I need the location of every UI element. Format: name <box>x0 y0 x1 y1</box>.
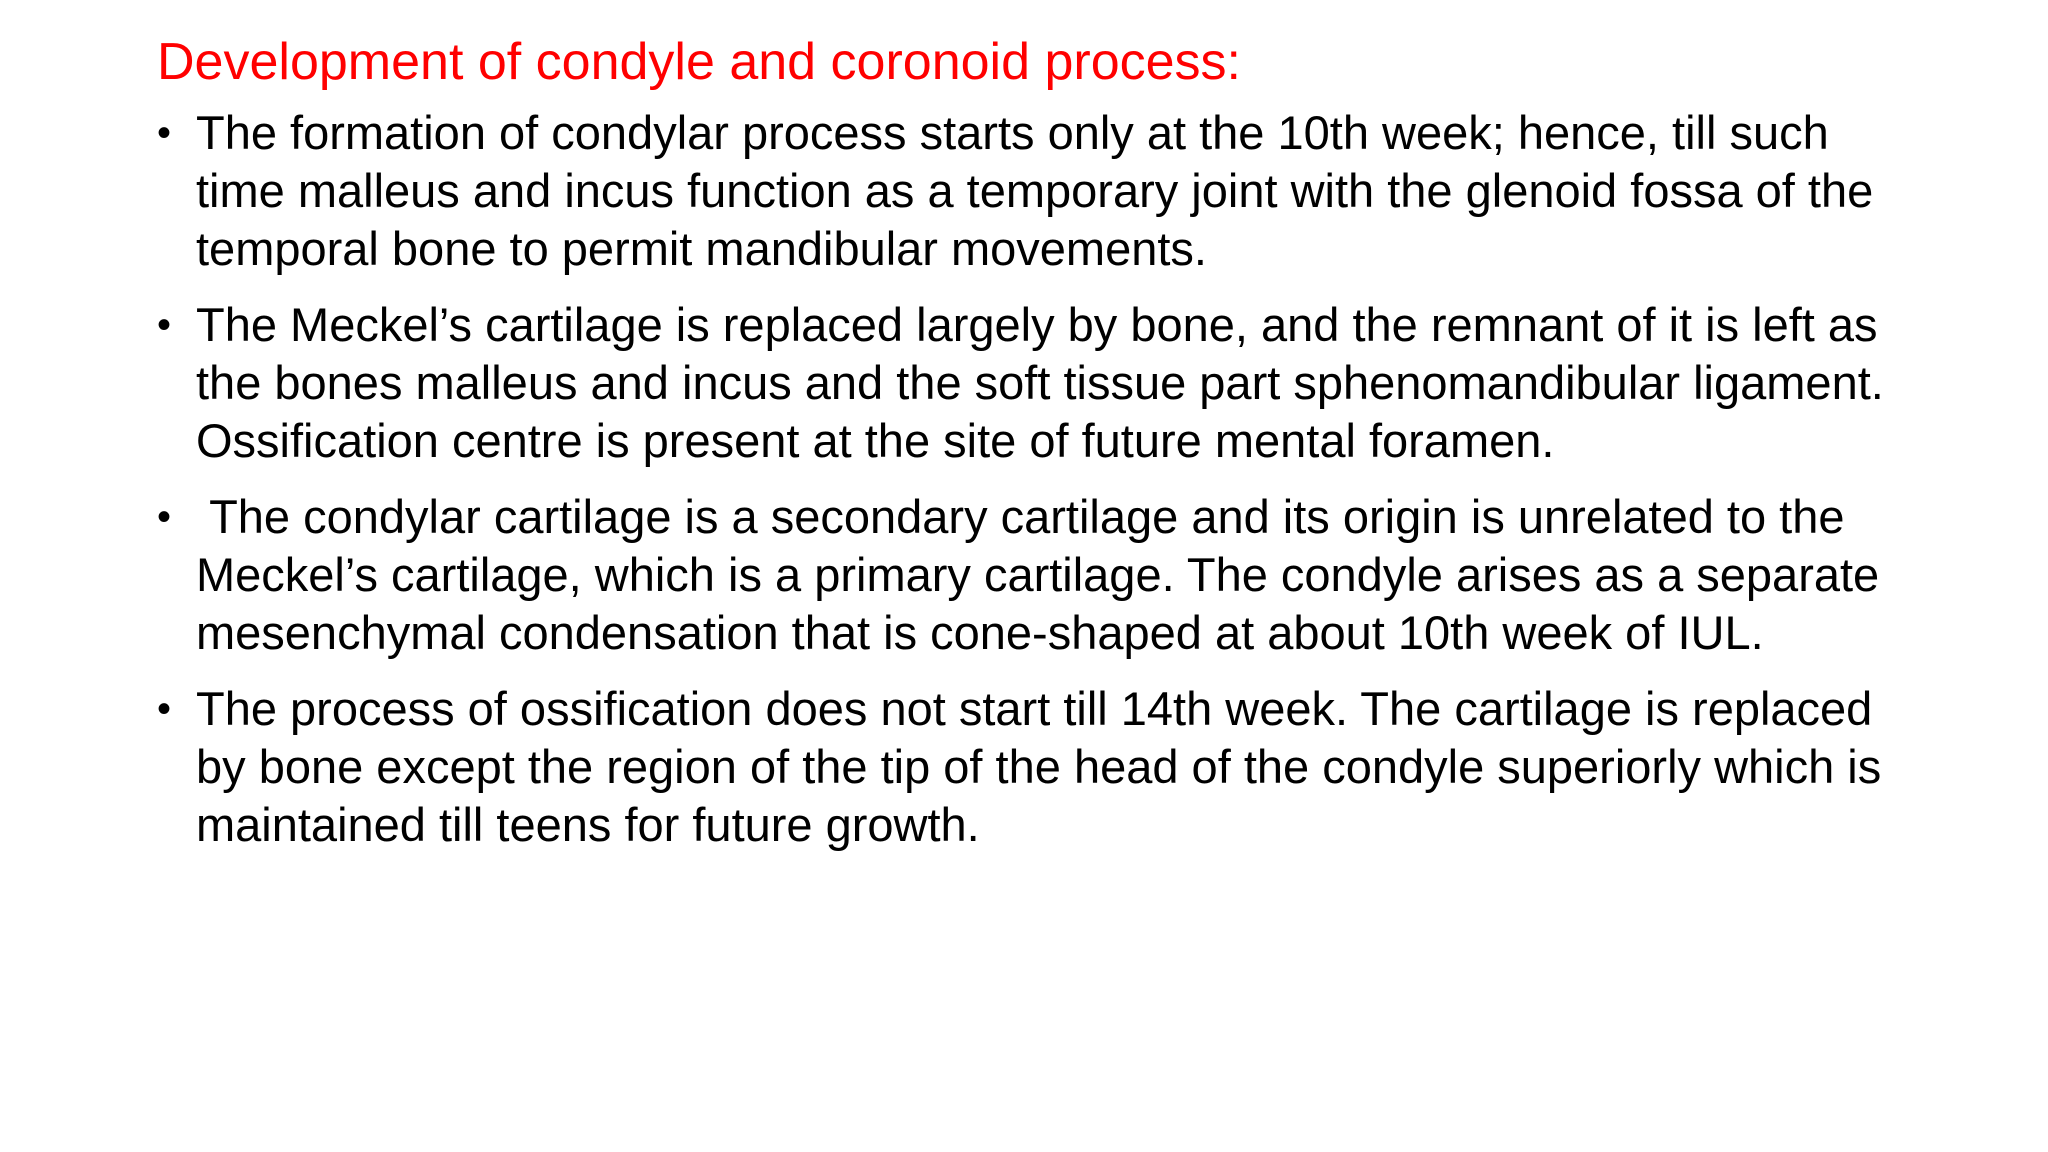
bullet-text: The condylar cartilage is a secondary cartilage and its origin is unrelated to the Meckel’s cartilage, which is a primary cartilage. The condyle arises as a separate mesenchymal condensation that is cone-shaped at about 10th week of IUL. <box>196 490 1893 659</box>
bullet-dot-icon: • <box>157 111 172 155</box>
bullet-item <box>157 104 1917 278</box>
bullet-text: The process of ossification does not start till 14th week. The cartilage is replaced by bone except the region of the tip of the head of the condyle superiorly which is maintained till teens for future growth. <box>196 682 1895 851</box>
bullet-text: The formation of condylar process starts only at the 10th week; hence, till such time malleus and incus function as a temporary joint with the glenoid fossa of the temporal bone to permit mandibular movements. <box>196 106 1887 275</box>
bullet-text: The Meckel’s cartilage is replaced largely by bone, and the remnant of it is left as the bones malleus and incus and the soft tissue part sphenomandibular ligament. Ossification centre is present at the site of future mental foramen. <box>196 298 1897 467</box>
bullet-dot-icon: • <box>157 687 172 731</box>
slide-title: Development of condyle and coronoid process: <box>157 33 1241 91</box>
bullet-dot-icon: • <box>157 495 172 539</box>
bullet-list <box>157 104 1917 872</box>
bullet-item <box>157 296 1917 470</box>
bullet-item <box>157 680 1917 854</box>
bullet-dot-icon: • <box>157 303 172 347</box>
bullet-item <box>157 488 1917 662</box>
